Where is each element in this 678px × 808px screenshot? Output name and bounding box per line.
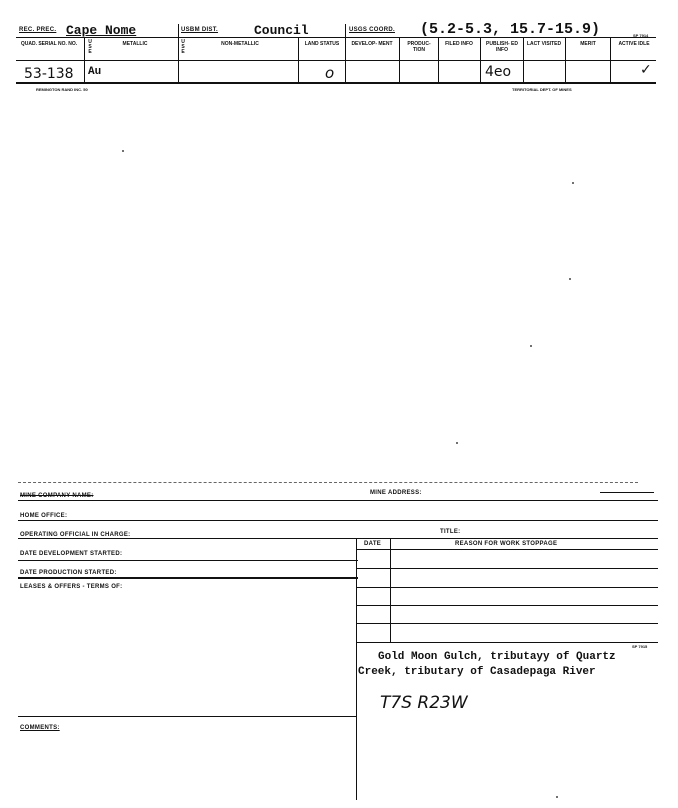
col-div-e <box>399 38 400 83</box>
date-production-label: DATE PRODUCTION STARTED: <box>20 570 117 576</box>
hdr-land-status: LAND STATUS <box>304 41 340 47</box>
stoppage-row-5 <box>356 642 658 643</box>
hdr-use-metallic: U S E <box>88 39 92 55</box>
col-div-i <box>565 38 566 83</box>
operating-official-label: OPERATING OFFICIAL IN CHARGE: <box>20 532 131 538</box>
date-col-label: DATE <box>364 541 382 547</box>
rule-company <box>18 500 658 501</box>
card-top-edge <box>18 482 638 483</box>
top-form-number: SP 7914 <box>633 33 649 38</box>
top-rule-2 <box>16 60 656 61</box>
speck <box>122 150 124 152</box>
main-vertical-divider <box>356 538 357 800</box>
speck <box>556 796 558 798</box>
col-div-a <box>84 38 85 83</box>
date-col-divider <box>390 538 391 643</box>
col-div-d <box>345 38 346 83</box>
col-div-f <box>438 38 439 83</box>
rule-official <box>18 538 658 539</box>
hdr-metallic: METALLIC <box>122 41 148 47</box>
speck <box>456 442 458 444</box>
col-div-g <box>480 38 481 83</box>
hdr-development: DEVELOP- MENT <box>351 41 393 47</box>
usgs-coord-value: (5.2-5.3, 15.7-15.9) <box>420 21 601 38</box>
top-footer-left: REMINGTON RAND INC. 50 <box>36 87 88 92</box>
note-line-1: Gold Moon Gulch, tributayy of Quartz <box>378 651 616 663</box>
leases-label: LEASES & OFFERS - TERMS OF: <box>20 584 123 590</box>
rule-prod <box>18 577 358 579</box>
col-div-h <box>523 38 524 83</box>
rule-comments <box>18 716 356 717</box>
hdr-non-metallic: NON-METALLIC <box>221 41 259 47</box>
stoppage-row-4 <box>356 623 658 624</box>
hdr-active-idle: ACTIVE IDLE <box>618 41 650 47</box>
stoppage-row-2 <box>356 587 658 588</box>
home-office-label: HOME OFFICE: <box>20 513 68 519</box>
metallic-value: Au <box>88 66 102 78</box>
speck <box>572 182 574 184</box>
reason-col-label: REASON FOR WORK STOPPAGE <box>455 541 558 547</box>
rule-reason-header <box>356 549 658 550</box>
hdr-merit: MERIT <box>580 41 596 47</box>
date-development-label: DATE DEVELOPMENT STARTED: <box>20 551 123 557</box>
comments-label: COMMENTS: <box>20 725 60 731</box>
active-idle-value: ✓ <box>640 62 652 78</box>
hdr-quad-serial: QUAD. SERIAL NO. NO. <box>20 41 78 47</box>
bottom-form-number: SP 7915 <box>632 644 648 649</box>
speck <box>569 278 571 280</box>
top-divider-1 <box>178 24 179 38</box>
published-info-value: 4eo <box>485 64 512 80</box>
top-rule-1 <box>16 37 656 38</box>
hdr-production: PRODUC- TION <box>407 41 431 53</box>
top-rule-3 <box>16 82 656 84</box>
rule-home-office <box>18 520 658 521</box>
col-div-b <box>178 38 179 83</box>
rule-dev <box>18 560 358 561</box>
handwritten-township: T7S R23W <box>380 693 468 713</box>
note-line-2: Creek, tributary of Casadepaga River <box>358 666 596 678</box>
usgs-coord-label: USGS COORD. <box>349 27 395 33</box>
col-div-c <box>298 38 299 83</box>
hdr-last-visited: LACT VISITED <box>526 41 562 47</box>
rec-prec-label: REC. PREC. <box>19 27 57 33</box>
hdr-filed-info: FILED INFO <box>445 41 473 47</box>
col-div-j <box>610 38 611 83</box>
quad-serial-value: 53-138 <box>24 66 74 82</box>
usbm-dist-value: Council <box>254 23 309 38</box>
title-label: TITLE: <box>440 529 461 535</box>
speck <box>530 345 532 347</box>
mine-company-name-label: MINE COMPANY NAME: <box>20 493 94 499</box>
rec-prec-value: Cape Nome <box>66 23 137 38</box>
hdr-published-info: PUBLISH- ED INFO <box>486 41 518 53</box>
land-status-value: o <box>325 64 335 82</box>
hdr-use-nonmetallic: U S E <box>181 39 185 55</box>
mine-address-label: MINE ADDRESS: <box>370 490 422 496</box>
stoppage-row-1 <box>356 568 658 569</box>
top-footer-right: TERRITORIAL DEPT. OF MINES <box>512 87 572 92</box>
corner-rule <box>600 492 654 493</box>
top-divider-2 <box>345 24 346 38</box>
usbm-dist-label: USBM DIST. <box>181 27 219 33</box>
stoppage-row-3 <box>356 605 658 606</box>
